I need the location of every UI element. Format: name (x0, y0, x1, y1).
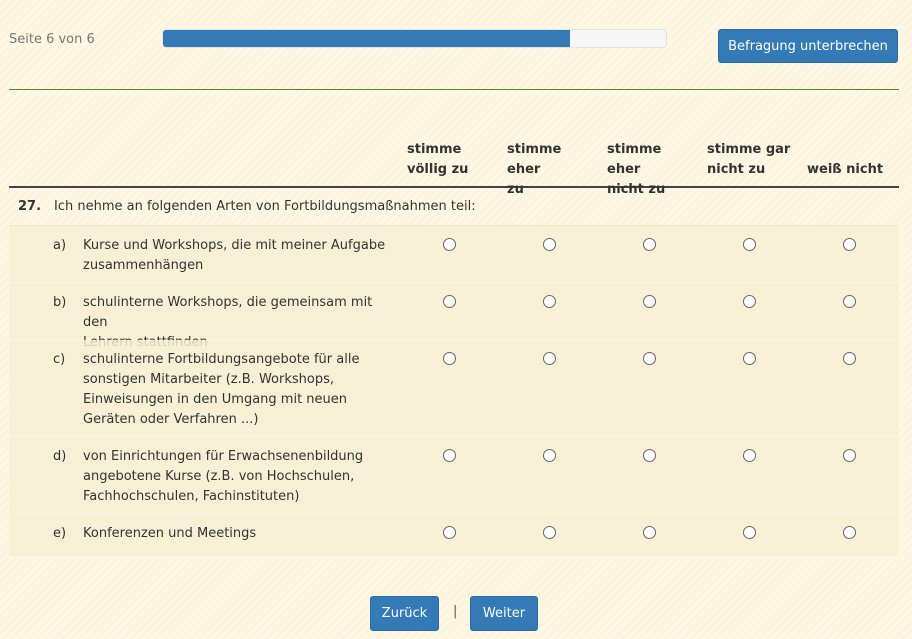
top-divider (9, 89, 899, 90)
column-header-line: nicht zu (707, 162, 766, 177)
progress-fill (163, 30, 570, 47)
answer-radio[interactable] (543, 238, 556, 251)
item-text-line: zusammenhängen (83, 258, 204, 273)
column-header-line: nicht zu (607, 182, 666, 197)
answer-radio[interactable] (443, 238, 456, 251)
column-header-line: völlig zu (407, 162, 469, 177)
answer-radio[interactable] (643, 238, 656, 251)
item-text-line: angebotene Kurse (z.B. von Hochschulen, (83, 469, 355, 484)
column-header-line: zu (507, 182, 524, 197)
column-header-line: stimme eher (607, 142, 662, 177)
item-letter: c) (53, 352, 66, 367)
answer-radio[interactable] (843, 526, 856, 539)
answer-radio[interactable] (643, 526, 656, 539)
answer-radio[interactable] (543, 526, 556, 539)
answer-radio[interactable] (443, 295, 456, 308)
answer-radio[interactable] (843, 352, 856, 365)
item-text (83, 447, 398, 507)
answer-radio[interactable] (643, 449, 656, 462)
answer-radio[interactable] (443, 352, 456, 365)
nav-separator: | (453, 604, 458, 619)
item-letter: e) (53, 526, 67, 541)
item-text-line: sonstigen Mitarbeiter (z.B. Workshops, (83, 372, 334, 387)
answer-radio[interactable] (443, 449, 456, 462)
item-text-line: schulinterne Workshops, die gemeinsam mit den (83, 295, 373, 330)
answer-radio[interactable] (543, 295, 556, 308)
item-text (83, 236, 398, 276)
column-header-line: stimme (407, 142, 462, 157)
answer-radio[interactable] (643, 352, 656, 365)
item-text-line: Kurse und Workshops, die mit meiner Aufgabe (83, 238, 386, 253)
item-text (83, 350, 398, 430)
item-row (9, 514, 899, 557)
column-header-5 (807, 160, 899, 180)
question-number: 27. (18, 199, 42, 214)
item-text-line: Fachhochschulen, Fachinstituten) (83, 489, 300, 504)
column-header-line: weiß nicht (807, 162, 884, 177)
item-text (83, 524, 398, 544)
answer-header-row (9, 130, 899, 197)
answer-radio[interactable] (843, 449, 856, 462)
progress-bar (162, 29, 667, 48)
answer-radio[interactable] (843, 295, 856, 308)
item-row (9, 340, 899, 437)
answer-radio[interactable] (743, 352, 756, 365)
answer-radio[interactable] (743, 238, 756, 251)
item-letter: b) (53, 295, 67, 310)
item-text-line: Konferenzen und Meetings (83, 526, 257, 541)
item-row (9, 283, 899, 340)
column-header-line: stimme gar (707, 142, 791, 157)
next-button[interactable]: Weiter (470, 596, 538, 631)
item-text-line: von Einrichtungen für Erwachsenenbildung (83, 449, 364, 464)
answer-radio[interactable] (743, 449, 756, 462)
answer-radio[interactable] (543, 449, 556, 462)
question-text: Ich nehme an folgenden Arten von Fortbildungsmaßnahmen teil: (54, 199, 476, 214)
back-button[interactable]: Zurück (370, 596, 439, 631)
answer-radio[interactable] (743, 295, 756, 308)
item-text-line: schulinterne Fortbildungsangebote für alle (83, 352, 360, 367)
item-row (9, 437, 899, 514)
item-text-line: Geräten oder Verfahren ...) (83, 412, 259, 427)
item-letter: d) (53, 449, 67, 464)
answer-radio[interactable] (843, 238, 856, 251)
interrupt-survey-button[interactable]: Befragung unterbrechen (718, 29, 898, 63)
column-header-1 (407, 140, 499, 180)
column-header-line: stimme eher (507, 142, 562, 177)
question-row (9, 188, 899, 226)
column-header-4 (707, 140, 799, 180)
item-row (9, 226, 899, 283)
item-text-line: Einweisungen in den Umgang mit neuen (83, 392, 348, 407)
answer-radio[interactable] (443, 526, 456, 539)
answer-radio[interactable] (743, 526, 756, 539)
answer-radio[interactable] (643, 295, 656, 308)
page-indicator: Seite 6 von 6 (9, 32, 95, 47)
item-letter: a) (53, 238, 67, 253)
answer-radio[interactable] (543, 352, 556, 365)
